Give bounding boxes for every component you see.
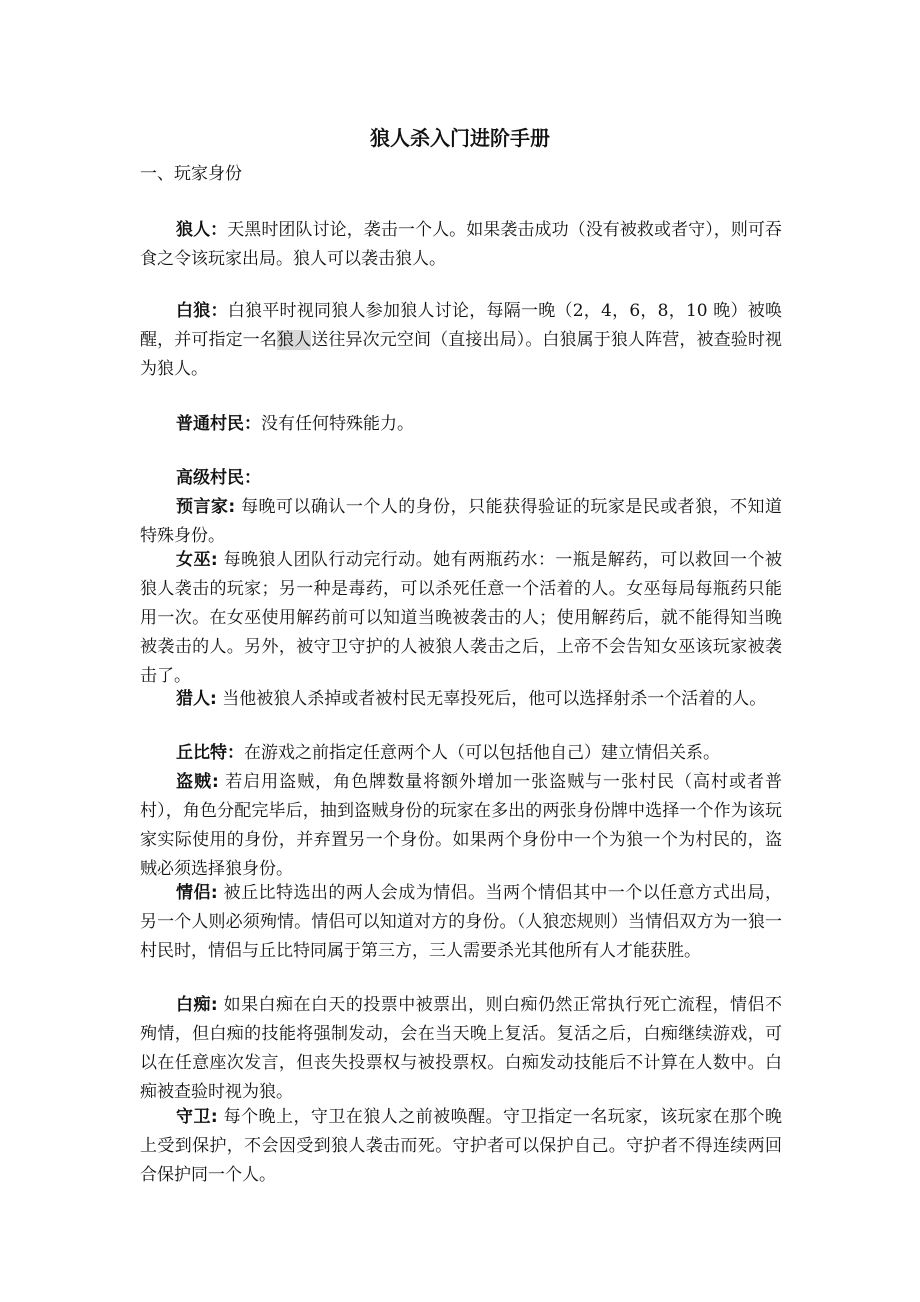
role-villager [140, 410, 782, 439]
role-description: 如果白痴在白天的投票中被票出，则白痴仍然正常执行死亡流程，情侣不殉情，但白痴的技能将强制发动，会在当天晚上复活。复活之后，白痴继续游戏，可以在任意座次发言，但丧失投票权与被投票权。白痴发动技能后不计算在人数中。白痴被查验时视为狼。 [140, 995, 782, 1102]
role-description: 若启用盗贼，角色牌数量将额外增加一张盗贼与一张村民（高村或者普村），角色分配完毕后，抽到盗贼身份的玩家在多出的两张身份牌中选择一个作为该玩家实际使用的身份，并弃置另一个身份。如果两个身份中一个为狼一个为村民的，盗贼必须选择狼身份。 [140, 772, 782, 879]
role-seer [140, 493, 782, 551]
role-term: 狼人： [176, 220, 228, 240]
role-description: 白狼平时视同狼人参加狼人讨论，每隔一晚（2，4，6，8，10 晚）被唤醒，并可指定一名 [140, 301, 782, 350]
page-title: 狼人杀入门进阶手册 [370, 126, 550, 150]
section-heading: 一、玩家身份 [140, 164, 242, 184]
role-term: 白狼： [176, 301, 228, 321]
role-term: 高级村民： [176, 468, 261, 488]
highlighted-text: 狼人 [276, 330, 312, 350]
role-witch [140, 546, 782, 691]
role-term: 白痴: [176, 995, 218, 1015]
role-term: 普通村民： [176, 414, 261, 434]
role-advanced-villager [140, 464, 782, 493]
role-white-wolf [140, 297, 782, 384]
role-description: 天黑时团队讨论，袭击一个人。如果袭击成功（没有被救或者守），则可吞食之令该玩家出局。狼人可以袭击狼人。 [140, 220, 783, 269]
role-term: 女巫: [176, 550, 218, 570]
role-description: 没有任何特殊能力。 [261, 414, 414, 434]
role-description: 当他被狼人杀掉或者被村民无辜投死后，他可以选择射杀一个活着的人。 [216, 689, 767, 709]
role-term: 猎人: [176, 689, 217, 709]
role-term: 情侣: [176, 883, 218, 903]
role-thief [140, 768, 782, 884]
role-description: 每晚狼人团队行动完行动。她有两瓶药水：一瓶是解药，可以救回一个被狼人袭击的玩家；另一种是毒药，可以杀死任意一个活着的人。女巫每局每瓶药只能用一次。在女巫使用解药前可以知道当晚被袭击的人；使用解药后，就不能得知当晚被袭击的人。另外，被守卫守护的人被狼人袭击之后，上帝不会告知女巫该玩家被袭击了。 [140, 550, 782, 686]
role-description: 被丘比特选出的两人会成为情侣。当两个情侣其中一个以任意方式出局，另一个人则必须殉情。情侣可以知道对方的身份。（人狼恋规则）当情侣双方为一狼一村民时，情侣与丘比特同属于第三方，三人需要杀光其他所有人才能获胜。 [140, 883, 782, 961]
role-lovers [140, 879, 782, 966]
role-term: 盗贼: [176, 772, 219, 792]
role-cupid [140, 739, 782, 768]
role-description: 每个晚上，守卫在狼人之前被唤醒。守卫指定一名玩家，该玩家在那个晚上受到保护，不会因受到狼人袭击而死。守护者可以保护自己。守护者不得连续两回合保护同一个人。 [140, 1107, 782, 1185]
role-werewolf [140, 216, 782, 274]
role-term: 守卫: [176, 1107, 218, 1127]
role-guard [140, 1103, 782, 1190]
role-term: 丘比特： [176, 743, 244, 763]
role-hunter [140, 685, 782, 714]
role-description: 在游戏之前指定任意两个人（可以包括他自己）建立情侣关系。 [244, 743, 720, 763]
role-term: 预言家: [176, 497, 236, 517]
role-idiot [140, 991, 782, 1107]
role-description: 每晚可以确认一个人的身份，只能获得验证的玩家是民或者狼，不知道特殊身份。 [140, 497, 782, 546]
role-description-cont: 送往异次元空间（直接出局）。白狼属于狼人阵营，被查验时视为狼人。 [140, 330, 783, 379]
